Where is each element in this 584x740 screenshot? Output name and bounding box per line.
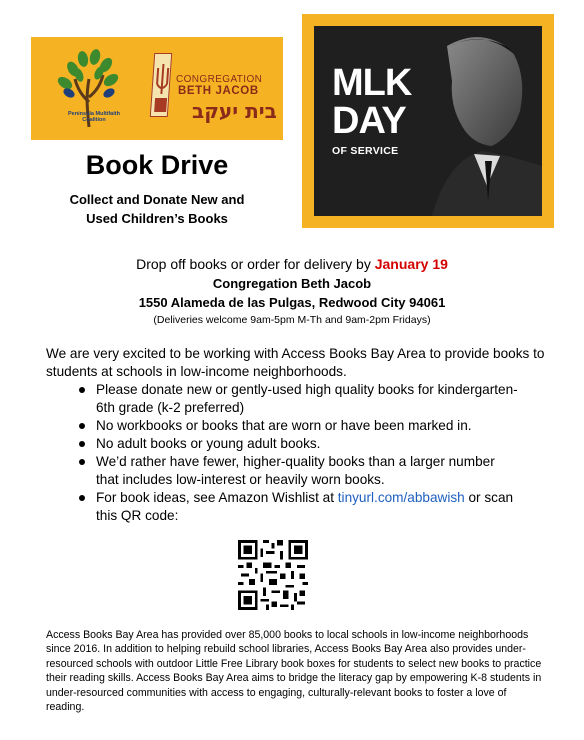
dropoff-hours: (Deliveries welcome 9am-5pm M-Th and 9am-2pm Fridays) [153,314,431,326]
list-item-wishlist [79,489,519,525]
dropoff-line [0,254,584,274]
list-item: Please donate new or gently-used high quality books for kindergarten-6th grade (k-2 preferred) [79,381,519,417]
logo-banner [31,37,283,140]
deadline-date: January 19 [374,256,448,272]
page-subtitle [31,190,283,228]
cbj-hebrew-name: בית יעקב [192,99,277,123]
dropoff-info [0,254,584,328]
intro-paragraph: We are very excited to be working with Access Books Bay Area to provide books to students at schools in low-income neighborhoods. [46,346,545,379]
mlk-line1: MLK [332,62,412,104]
page-title: Book Drive [85,150,229,180]
guidelines-list [79,381,519,525]
subtitle-line1: Collect and Donate New and [69,192,245,207]
wishlist-suffix: or scan this QR code: [96,490,514,523]
wishlist-link[interactable]: tinyurl.com/abbawish [337,490,465,505]
qr-code-icon[interactable] [238,540,308,610]
cbj-line2: BETH JACOB [178,85,259,97]
mlk-portrait-icon [392,26,542,216]
congregation-beth-jacob-logo [152,49,277,131]
list-item: We’d rather have fewer, higher-quality books than a larger number that includes low-interest or heavily worn books. [79,453,519,489]
dropoff-address: 1550 Alameda de las Pulgas, Redwood City 94061 [138,295,446,310]
pmc-logo-text: Peninsula Multifaith Coalition [68,111,120,123]
list-item: No adult books or young adult books. [79,435,519,453]
bookmark-icon [150,53,172,117]
list-item: No workbooks or books that are worn or have been marked in. [79,417,519,435]
cbj-line1: CONGREGATION [176,74,263,85]
candle-icon [151,54,173,118]
mlk-line3: OF SERVICE [332,145,399,157]
mlk-day-badge [302,14,554,228]
dropoff-prefix: Drop off books or order for delivery by [136,256,375,272]
dropoff-place: Congregation Beth Jacob [212,276,372,291]
wishlist-prefix: For book ideas, see Amazon Wishlist at [96,490,338,505]
subtitle-line2: Used Children’s Books [86,211,228,226]
mlk-badge-inner [314,26,542,216]
about-paragraph: Access Books Bay Area has provided over 85,000 books to local schools in low-income neighborhoods since 2016. In addition to helping rebuild school libraries, Access Books Bay Area also provides under-resourced schools with outdoor Little Free Library book boxes for students to select new books to practice their reading skills. Access Books Bay Area aims to bridge the literacy gap by empowering K-8 students in under-resourced communities with access to engaging, culturally-relevant books to foster a love of reading. [46,629,542,714]
mlk-line2: DAY [332,100,406,142]
